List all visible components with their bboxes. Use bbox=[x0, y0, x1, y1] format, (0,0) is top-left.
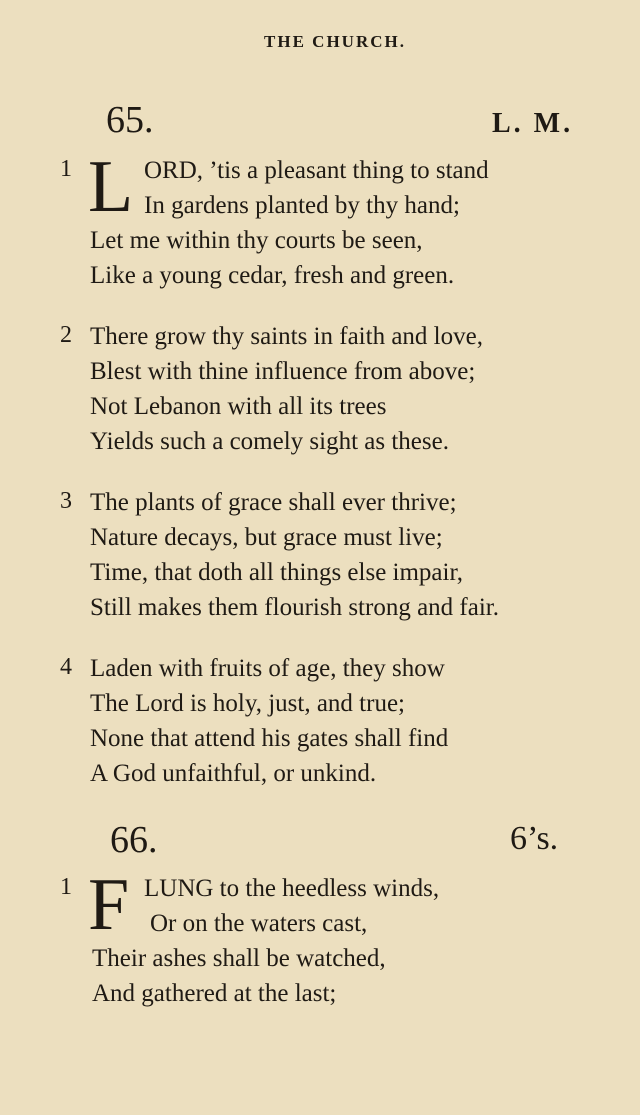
stanza-line: Still makes them flourish strong and fair. bbox=[90, 594, 499, 621]
stanza-line: The plants of grace shall ever thrive; bbox=[90, 489, 457, 516]
stanza-line: A God unfaithful, or unkind. bbox=[90, 760, 377, 787]
stanza-line: Their ashes shall be watched, bbox=[92, 945, 386, 972]
hymn-meter: 6’s. bbox=[510, 820, 559, 857]
stanza-line: Laden with fruits of age, they show bbox=[90, 655, 445, 682]
stanza-line: The Lord is holy, just, and true; bbox=[90, 690, 405, 717]
hymn-meter: L. M. bbox=[492, 108, 574, 139]
stanza-number: 1 bbox=[60, 874, 72, 900]
stanza-number: 4 bbox=[60, 654, 72, 680]
stanza-line: Not Lebanon with all its trees bbox=[90, 393, 387, 420]
stanza-line: There grow thy saints in faith and love, bbox=[90, 323, 483, 350]
running-head: THE CHURCH. bbox=[264, 32, 406, 51]
stanza-line: Let me within thy courts be seen, bbox=[90, 227, 423, 254]
hymn-number: 66. bbox=[110, 819, 158, 861]
stanza-line: In gardens planted by thy hand; bbox=[144, 192, 460, 219]
stanza-line: Blest with thine influence from above; bbox=[90, 358, 476, 385]
hymn-number: 65. bbox=[106, 99, 154, 141]
stanza-line: Time, that doth all things else impair, bbox=[90, 559, 464, 586]
stanza-line: Nature decays, but grace must live; bbox=[90, 524, 443, 551]
stanza-line: ORD, ’tis a pleasant thing to stand bbox=[144, 157, 489, 184]
drop-cap: L bbox=[88, 146, 134, 228]
stanza-number: 1 bbox=[60, 156, 72, 182]
stanza-number: 2 bbox=[60, 322, 72, 348]
stanza-line: LUNG to the heedless winds, bbox=[144, 875, 440, 902]
stanza-line: Or on the waters cast, bbox=[150, 910, 368, 937]
drop-cap: F bbox=[88, 864, 130, 946]
stanza-line: Yields such a comely sight as these. bbox=[90, 428, 449, 455]
stanza-line: And gathered at the last; bbox=[92, 980, 337, 1007]
stanza-number: 3 bbox=[60, 488, 72, 514]
stanza-line: Like a young cedar, fresh and green. bbox=[90, 262, 455, 289]
stanza-line: None that attend his gates shall find bbox=[90, 725, 449, 752]
